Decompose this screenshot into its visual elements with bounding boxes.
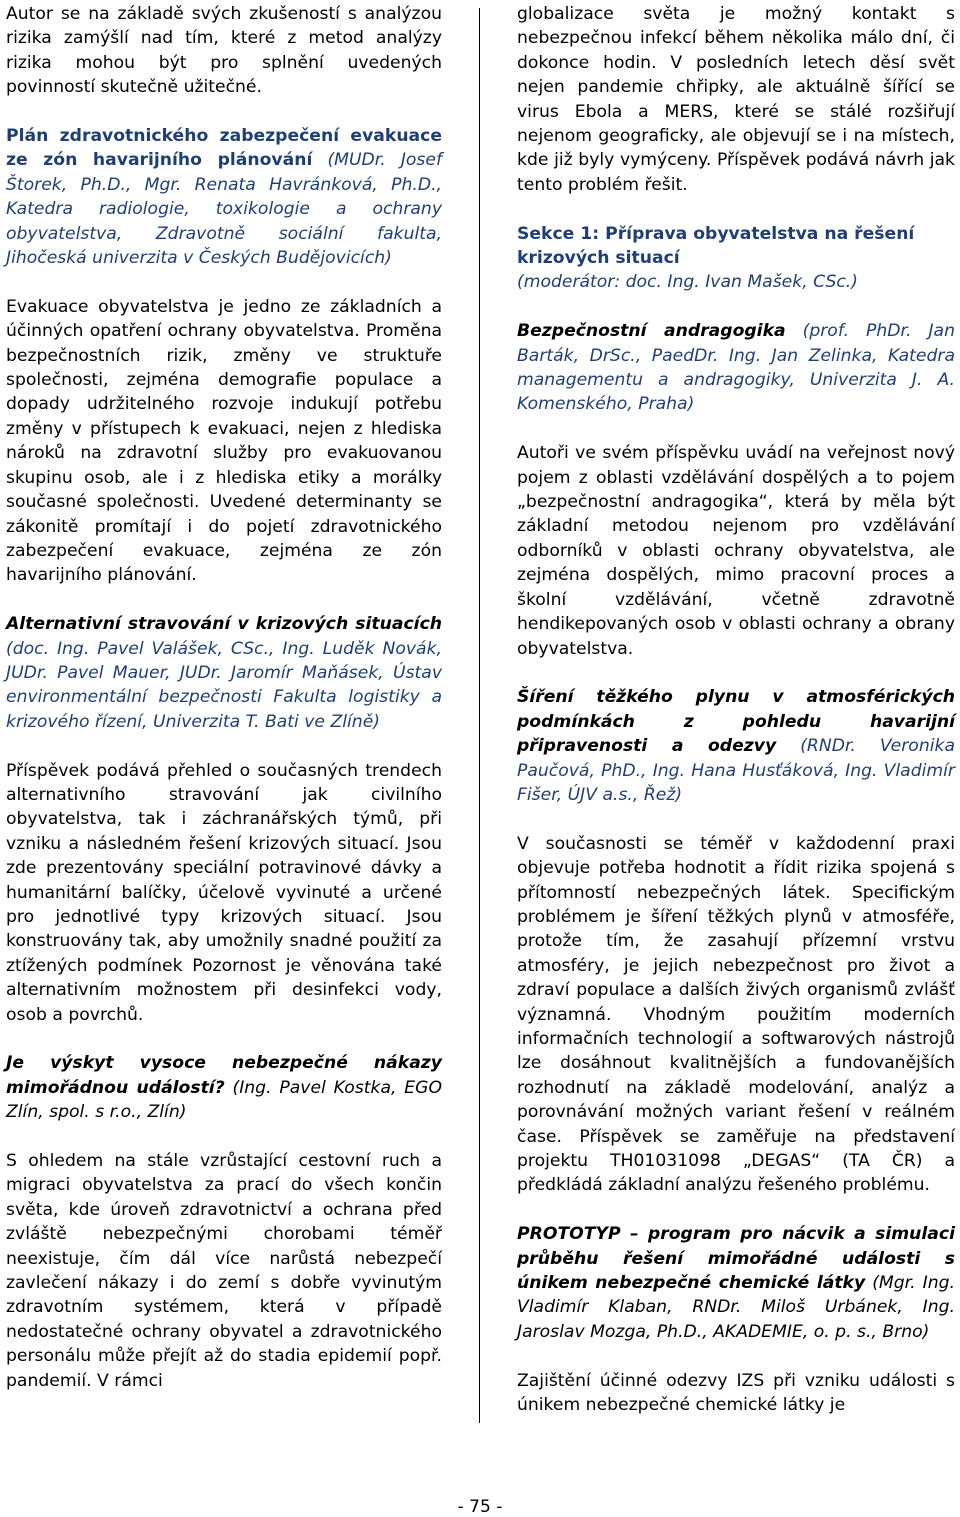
section-moderator: (moderátor: doc. Ing. Ivan Mašek, CSc.) xyxy=(517,272,858,293)
article-title: PROTOTYP – program pro nácvik a simulaci průběhu řešení mimořádné události s únikem nebezpečné chemické látky xyxy=(517,1224,955,1294)
article-title: Šíření těžkého plynu v atmosférických podmínkách z pohledu havarijní připravenosti a odezvy xyxy=(517,687,955,757)
article-title: Je výskyt vysoce nebezpečné nákazy mimořádnou událostí? xyxy=(6,1053,442,1098)
article-heading-evacuation xyxy=(6,124,442,270)
left-column xyxy=(6,2,442,1393)
article-heading-prototyp xyxy=(517,1222,955,1344)
article-abstract: Příspěvek podává přehled o současných trendech alternativního stravování jak civilního obyvatelstva, tak i záchranářských týmů, při vzniku a následném řešení krizových situací. Jsou zde prezentovány speciální potravinové dávky a humanitární balíčky, účelově vyvinuté a určené pro jednotlivé typy krizových situací. Jsou konstruovány tak, aby umožnily snadné použití za ztížených podmínek Pozornost je věnována také alternativním možnostem při desinfekci vody, osob a povrchů. xyxy=(6,760,442,1025)
right-column xyxy=(517,2,955,1417)
article-authors: (Ing. Pavel Kostka, EGO Zlín, spol. s r.o., Zlín) xyxy=(6,1077,442,1123)
article-authors: (doc. Ing. Pavel Valášek, CSc., Ing. Luděk Novák, JUDr. Pavel Mauer, JUDr. Jaromír Maňásek, Ústav environmentální bezpečnosti Fakulta logistiky a krizového řízení, Univerzita T. Bati ve Zlíně) xyxy=(6,638,442,732)
article-authors: (RNDr. Veronika Paučová, PhD., Ing. Hana Husťáková, Ing. Vladimír Fišer, ÚJV a.s., Řež) xyxy=(517,736,955,805)
article-title: Alternativní stravování v krizových situacích xyxy=(6,614,442,635)
article-abstract: Zajištění účinné odezvy IZS při vzniku události s únikem nebezpečné chemické látky je xyxy=(517,1370,955,1416)
article-title: Plán zdravotnického zabezpečení evakuace ze zón havarijního plánování xyxy=(6,126,442,171)
article-authors: (MUDr. Josef Štorek, Ph.D., Mgr. Renata Havránková, Ph.D., Katedra radiologie, toxikologie a ochrany obyvatelstva, Zdravotně sociální fakulta, Jihočeská univerzita v Českých Budějovicích) xyxy=(6,150,442,269)
article-authors: (Mgr. Ing. Vladimír Klaban, RNDr. Miloš Urbánek, Ing. Jaroslav Mozga, Ph.D., AKADEMIE, o. p. s., Brno) xyxy=(517,1273,955,1342)
article-title: Bezpečnostní andragogika xyxy=(517,321,786,342)
article-heading-catering xyxy=(6,612,442,734)
column-divider xyxy=(479,8,480,1423)
article-heading-heavy-gas xyxy=(517,685,955,807)
article-abstract: S ohledem na stále vzrůstající cestovní ruch a migraci obyvatelstva za prací do všech končin světa, kde úroveň zdravotnictví a ochrana před zvláště nebezpečnými chorobami téměř neexistuje, čím dál více narůstá nebezpečí zavlečení nákazy i do zemí s dobře vyvinutým zdravotním systémem, která v případě nedostatečné ochrany obyvatel a zdravotnického personálu může přejít až do stadia epidemií popř. pandemií. V rámci xyxy=(6,1151,442,1391)
article-authors: (prof. PhDr. Jan Barták, DrSc., PaedDr. Ing. Jan Zelinka, Katedra managementu a andragogiky, Univerzita J. A. Komenského, Praha) xyxy=(517,321,955,415)
article-abstract: Evakuace obyvatelstva je jedno ze základních a účinných opatření ochrany obyvatelstva. Proměna bezpečnostních rizik, změny ve struktuře společnosti, zejména demografie populace a dopady udržitelného rozvoje indukují potřebu změny v přístupech k evakuaci, nejen z hlediska nároků na zdravotní služby pro evakuovanou skupinu osob, ale i z hlediska etiky a morálky současné společnosti. Uvedené determinanty se zákonitě promítají i do pojetí zdravotnického zabezpečení evakuace, zejména ze zón havarijního plánování. xyxy=(6,296,442,586)
article-heading-infection xyxy=(6,1051,442,1124)
section-heading xyxy=(517,222,955,295)
article-abstract: Autoři ve svém příspěvku uvádí na veřejnost nový pojem z oblasti vzdělávání dospělých a to pojem „bezpečnostní andragogika“, která by měla být základní metodou nejenom pro vzdělávání odborníků v oblasti ochrany obyvatelstva, ale zejména dospělých, mimo pracovní proces a školní vzdělávání, včetně zdravotně hendikepovaných osob v oblasti ochrany a obrany obyvatelstva. xyxy=(517,443,955,659)
page-number: - 75 - xyxy=(457,1497,503,1517)
article-abstract: V současnosti se téměř v každodenní praxi objevuje potřeba hodnotit a řídit rizika spojená s přítomností nebezpečných látek. Specifickým problémem je šíření těžkých plynů v atmosféře, protože tím, že zasahují přízemní vrstvu atmosféry, je jejich nebezpečnost pro život a zdraví populace a dalších živých organismů zvlášť významná. Vhodným použitím moderních informačních technologií a softwarových nástrojů lze dosáhnout kvalitnějších a fundovanějších rozhodnutí na základě modelování, analýz a porovnávání možných variant řešení v reálném čase. Příspěvek se zaměřuje na představení projektu TH01031098 „DEGAS“ (TA ČR) a předkládá základní analýzu řešeného problému. xyxy=(517,833,955,1196)
section-title: Sekce 1: Příprava obyvatelstva na řešení krizových situací xyxy=(517,223,915,269)
article-heading-andragogy xyxy=(517,319,955,417)
continued-paragraph: globalizace světa je možný kontakt s nebezpečnou infekcí během několika málo dní, či dokonce hodin. V posledních letech děsí svět nejen pandemie chřipky, ale aktuálně šířící se virus Ebola a MERS, které se stálé rozšiřují nejenom geograficky, ale objevují se i na místech, kde již byly vymýceny. Příspěvek podává návrh jak tento problém řešit. xyxy=(517,4,955,195)
intro-paragraph: Autor se na základě svých zkušeností s analýzou rizika zamýšlí nad tím, které z metod analýzy rizika mohou být pro splnění uvedených povinností skutečně užitečné. xyxy=(6,4,442,98)
